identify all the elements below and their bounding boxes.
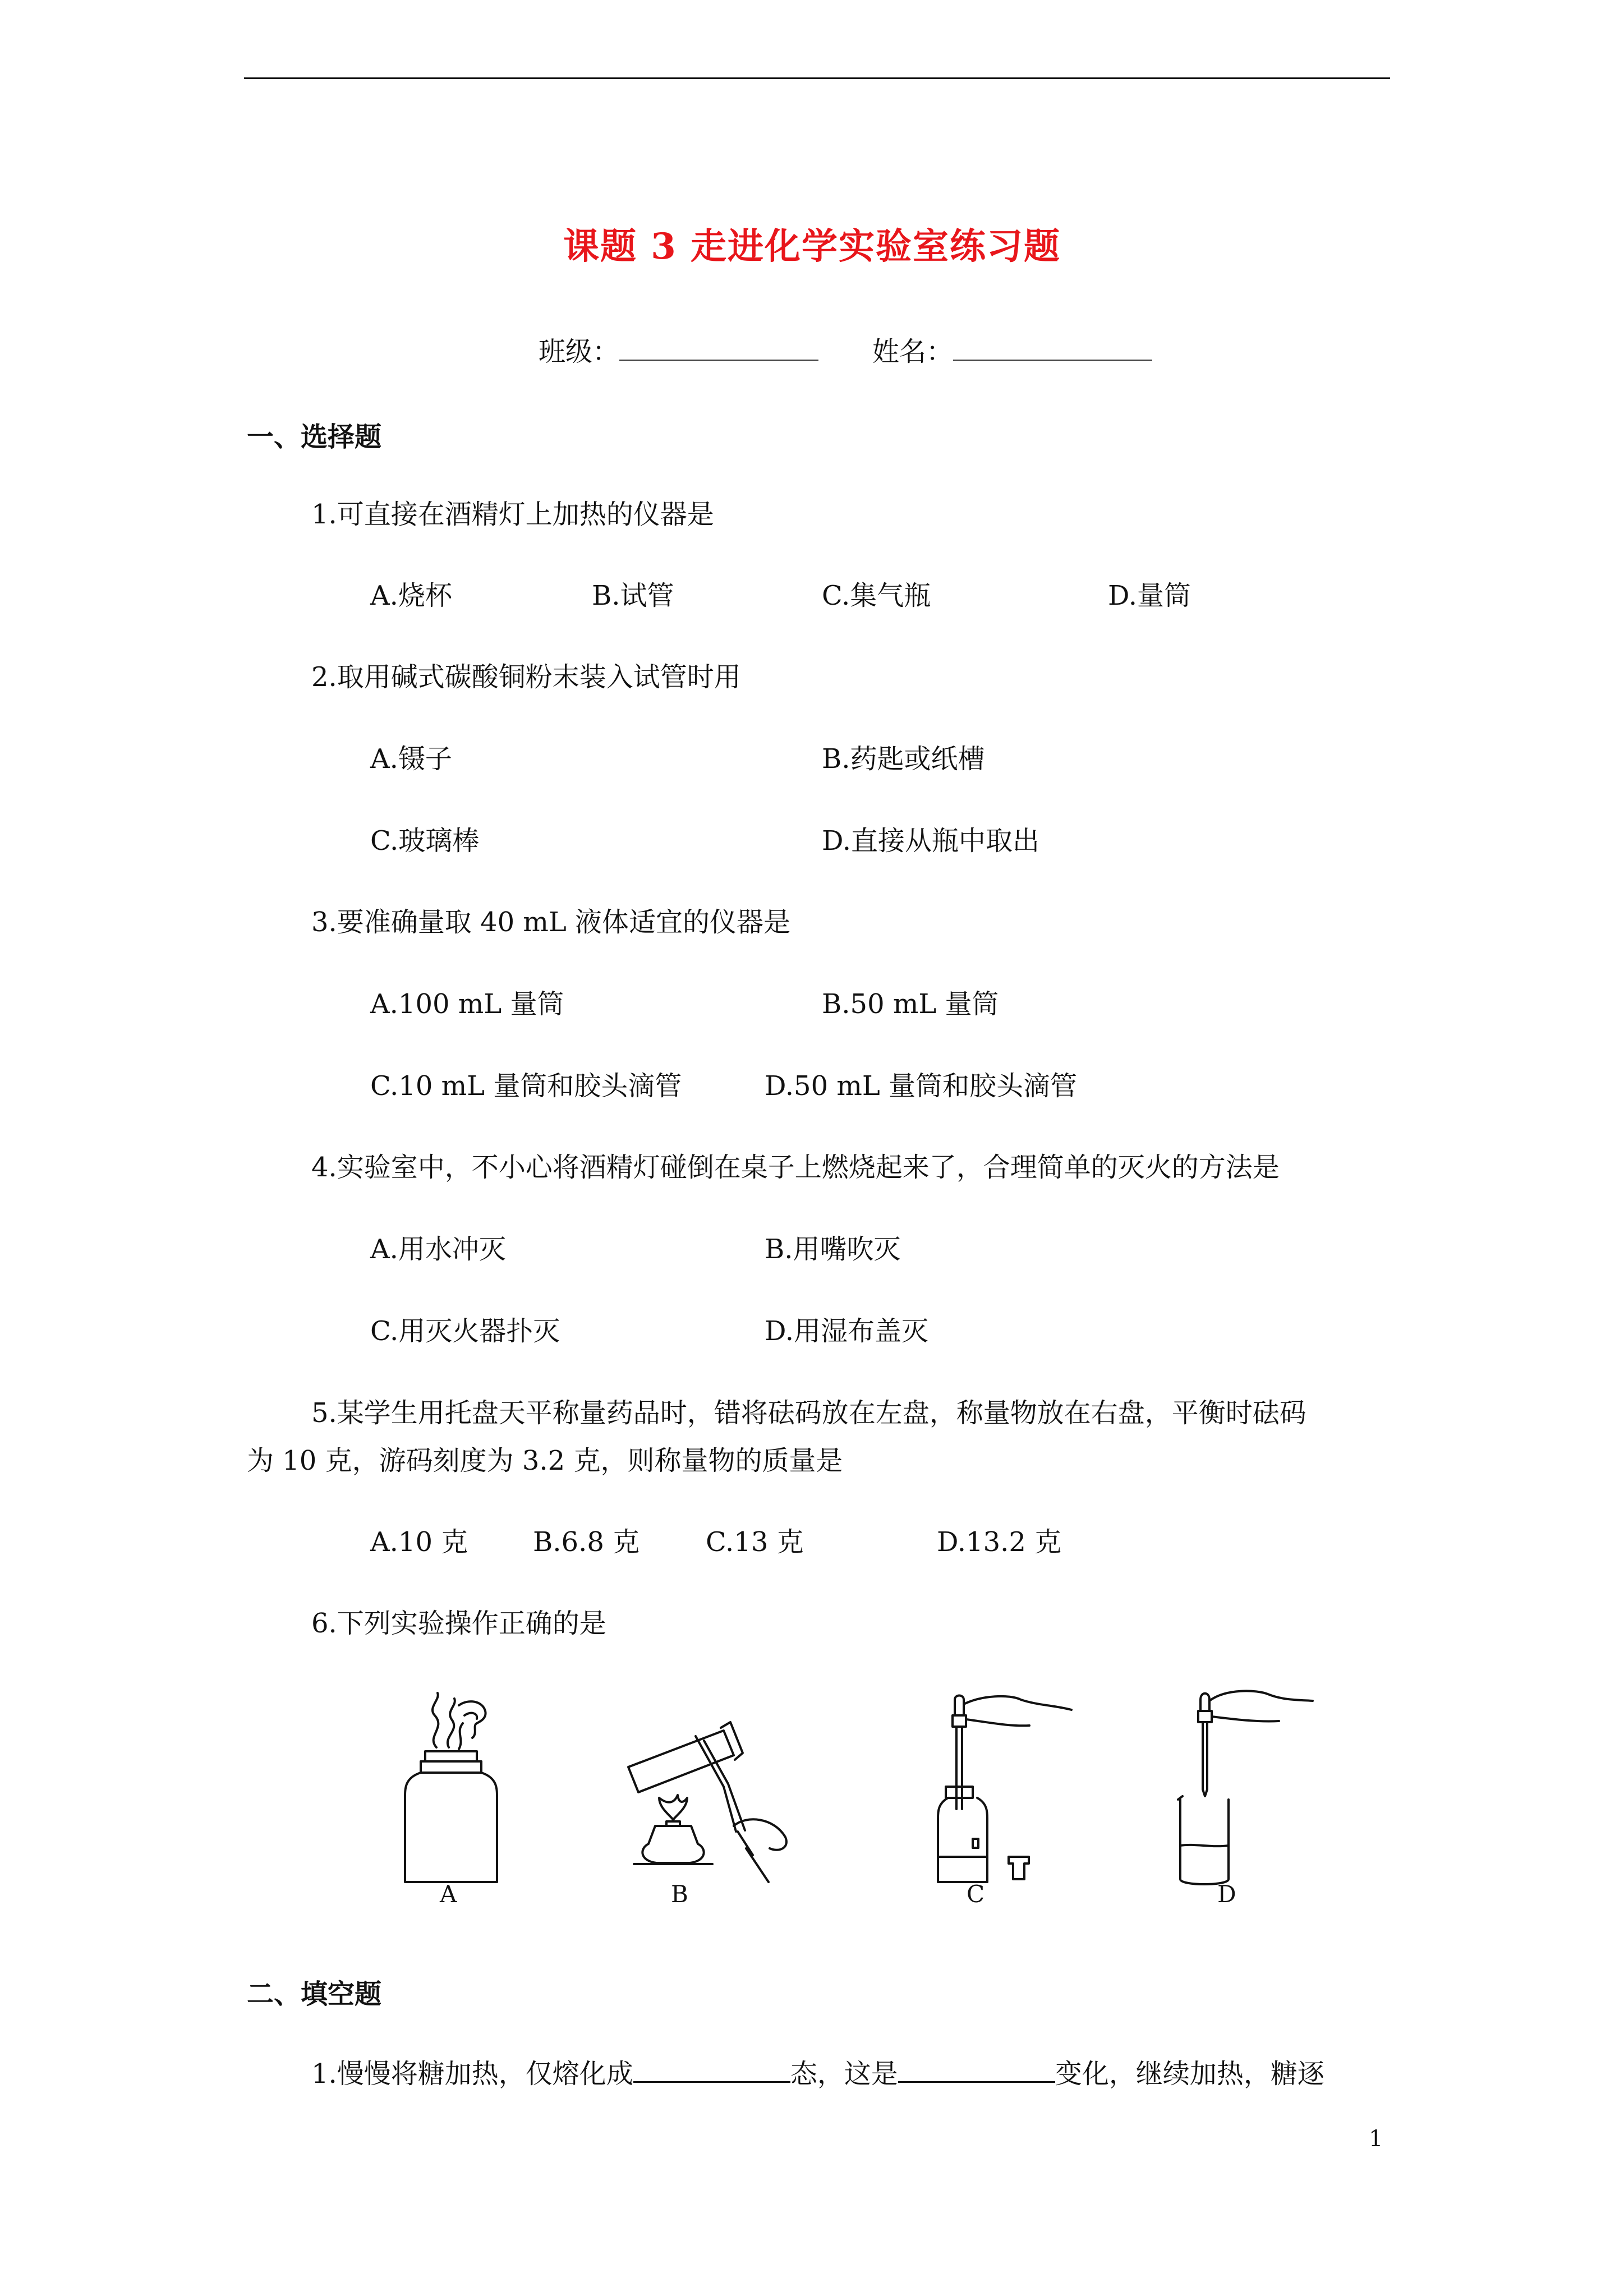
class-label: 班级： [539,336,620,367]
option-a: A.用水冲灭 [370,1234,506,1265]
class-blank[interactable] [619,355,818,361]
page-number: 1 [1369,2126,1383,2152]
question-stem-line1: 5.某学生用托盘天平称量药品时，错将砝码放在左盘，称量物放在右盘，平衡时砝码 [311,1397,1306,1429]
page-title: 课题 3 走进化学实验室练习题 [563,226,1061,268]
fill-q1-text-part2: 态，这是 [790,2058,898,2090]
fill-q1-text-part3: 变化，继续加热，糖逐 [1055,2058,1324,2090]
figure-label-b: B [671,1880,688,1908]
option-d: D.量筒 [1108,580,1191,611]
option-d: D.50 mL 量筒和胶头滴管 [765,1070,1078,1102]
name-label: 姓名： [872,336,954,367]
section-title-choice: 一、选择题 [247,421,382,453]
option-c: C.10 mL 量筒和胶头滴管 [370,1070,682,1102]
option-a: A.烧杯 [370,580,452,611]
option-b: B.用嘴吹灭 [765,1234,901,1265]
class-field [539,330,818,369]
question-stem: 3.要准确量取 40 mL 液体适宜的仪器是 [311,907,791,938]
figure-d-dropper-beaker [1172,1677,1329,1913]
figure-c-dropper-bottle [926,1688,1094,1913]
fill-blank-1[interactable] [633,2059,790,2083]
option-c: C.13 克 [706,1526,804,1558]
option-c: C.玻璃棒 [370,825,480,857]
figure-a-smelling-gas [393,1688,516,1913]
option-d: D.用湿布盖灭 [765,1315,929,1347]
question-stem: 1.可直接在酒精灯上加热的仪器是 [311,499,714,530]
figure-b-heating-tube [606,1714,808,1893]
fill-blank-2[interactable] [898,2059,1055,2083]
question-stem: 4.实验室中，不小心将酒精灯碰倒在桌子上燃烧起来了，合理简单的灭火的方法是 [311,1152,1280,1183]
option-a: A.镊子 [370,743,452,775]
figure-label-a: A [440,1880,457,1908]
question-stem-line2: 为 10 克，游码刻度为 3.2 克，则称量物的质量是 [247,1445,843,1476]
header-rule [244,77,1390,79]
option-b: B.药匙或纸槽 [822,743,985,775]
option-c: C.集气瓶 [822,580,931,611]
option-b: B.50 mL 量筒 [822,988,999,1020]
name-field [872,330,1152,369]
figure-label-c: C [967,1880,985,1908]
question-stem: 2.取用碱式碳酸铜粉末装入试管时用 [311,661,741,693]
option-d: D.13.2 克 [937,1526,1062,1558]
option-a: A.100 mL 量筒 [370,988,564,1020]
question-stem: 6.下列实验操作正确的是 [311,1608,606,1639]
fill-q1-text-part1: 1.慢慢将糖加热，仅熔化成 [311,2058,633,2090]
section-title-fill: 二、填空题 [247,1978,382,2010]
option-b: B.试管 [592,580,674,611]
option-a: A.10 克 [370,1526,468,1558]
name-blank[interactable] [953,355,1152,361]
option-b: B.6.8 克 [533,1526,640,1558]
figure-label-d: D [1217,1880,1236,1908]
option-c: C.用灭火器扑灭 [370,1315,560,1347]
fill-question-1 [311,2052,1324,2091]
option-d: D.直接从瓶中取出 [822,825,1040,857]
